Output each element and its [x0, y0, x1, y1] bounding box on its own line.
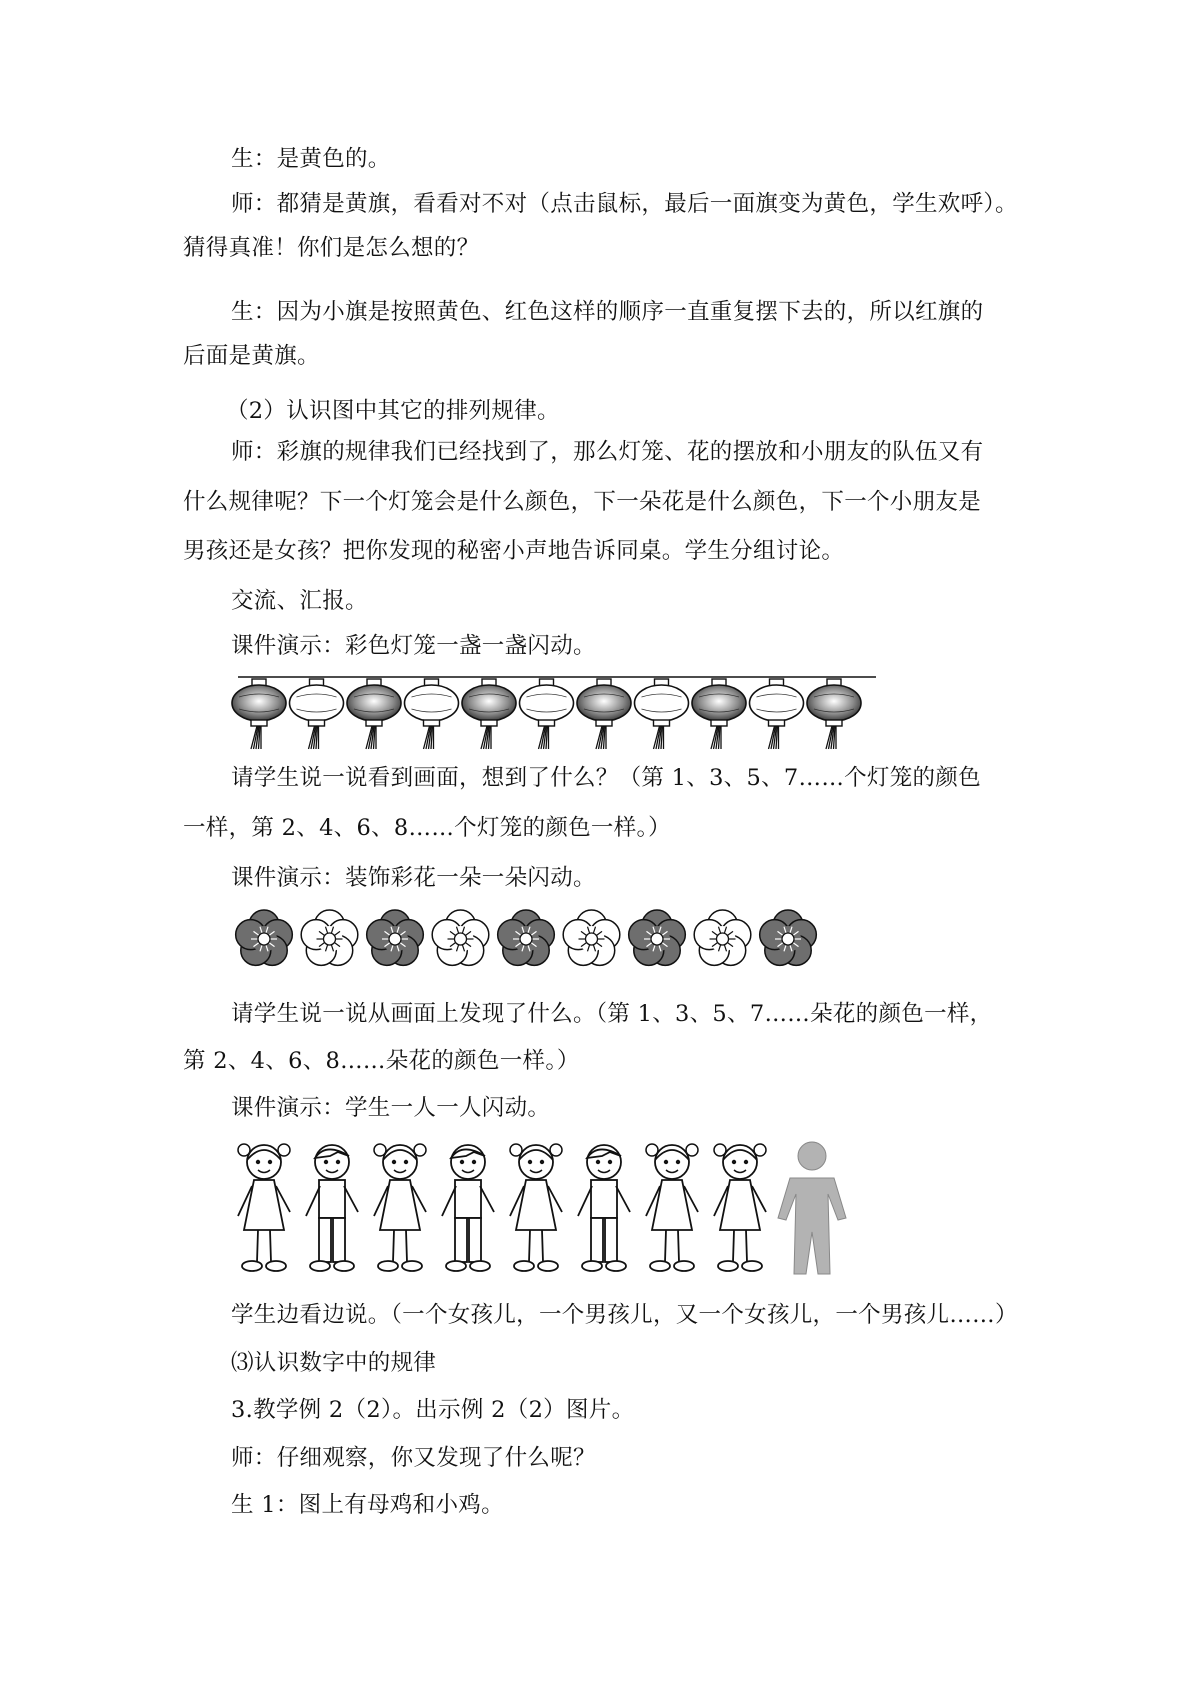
text-line: 男孩还是女孩？把你发现的秘密小声地告诉同桌。学生分组讨论。	[183, 538, 845, 564]
text-line: 什么规律呢？下一个灯笼会是什么颜色，下一朵花是什么颜色，下一个小朋友是	[183, 489, 982, 515]
text-line: 生 1：图上有母鸡和小鸡。	[231, 1492, 504, 1518]
flower-dark	[236, 910, 293, 965]
text-line: 学生边看边说。（一个女孩儿，一个男孩儿，又一个女孩儿，一个男孩儿……）	[231, 1302, 1018, 1328]
child-unknown	[778, 1142, 846, 1274]
flower-light	[301, 910, 358, 965]
lantern-figure	[230, 667, 880, 757]
lantern-dark	[577, 679, 631, 749]
text-line: 后面是黄旗。	[183, 343, 320, 369]
text-line: 第 2、4、6、8……朵花的颜色一样。）	[183, 1048, 580, 1074]
lantern-light	[750, 679, 804, 749]
text-line: 交流、汇报。	[231, 588, 368, 614]
lantern-dark	[807, 679, 861, 749]
lantern-light	[520, 679, 574, 749]
lantern-light	[290, 679, 344, 749]
text-line: 3.教学例 2（2）。出示例 2（2）图片。	[231, 1397, 635, 1423]
text-line: 课件演示：装饰彩花一朵一朵闪动。	[231, 865, 596, 891]
flower-dark	[367, 910, 424, 965]
child-girl	[646, 1144, 698, 1271]
flower-dark	[760, 910, 817, 965]
section-heading: （2）认识图中其它的排列规律。	[226, 398, 560, 424]
text-line: 请学生说一说从画面上发现了什么。（第 1、3、5、7……朵花的颜色一样，	[231, 1001, 993, 1027]
lantern-light	[635, 679, 689, 749]
child-boy	[442, 1145, 494, 1271]
lantern-dark	[692, 679, 746, 749]
section-heading: ⑶认识数字中的规律	[231, 1350, 437, 1376]
child-boy	[306, 1145, 358, 1271]
child-girl	[510, 1144, 562, 1271]
text-line: 生：因为小旗是按照黄色、红色这样的顺序一直重复摆下去的，所以红旗的	[231, 299, 984, 325]
text-line: 师：都猜是黄旗，看看对不对（点击鼠标，最后一面旗变为黄色，学生欢呼）。	[231, 191, 1018, 217]
lantern-dark	[462, 679, 516, 749]
text-line: 课件演示：学生一人一人闪动。	[231, 1095, 551, 1121]
lantern-light	[405, 679, 459, 749]
flower-dark	[629, 910, 686, 965]
flower-light	[563, 910, 620, 965]
child-boy	[578, 1145, 630, 1271]
flower-light	[432, 910, 489, 965]
flower-light	[694, 910, 751, 965]
child-girl	[374, 1144, 426, 1271]
text-line: 师：仔细观察，你又发现了什么呢？	[231, 1445, 596, 1471]
lantern-dark	[347, 679, 401, 749]
text-line: 请学生说一说看到画面，想到了什么？（第 1、3、5、7……个灯笼的颜色	[231, 765, 981, 791]
flower-dark	[498, 910, 555, 965]
text-line: 课件演示：彩色灯笼一盏一盏闪动。	[231, 633, 596, 659]
text-line: 生：是黄色的。	[231, 146, 391, 172]
lantern-dark	[232, 679, 286, 749]
flower-figure	[232, 906, 882, 972]
child-girl	[714, 1144, 766, 1271]
text-line: 一样，第 2、4、6、8……个灯笼的颜色一样。）	[183, 815, 671, 841]
child-girl	[238, 1144, 290, 1271]
text-line: 师：彩旗的规律我们已经找到了，那么灯笼、花的摆放和小朋友的队伍又有	[231, 439, 984, 465]
children-figure	[232, 1138, 892, 1278]
text-line: 猜得真准！你们是怎么想的？	[183, 235, 480, 261]
